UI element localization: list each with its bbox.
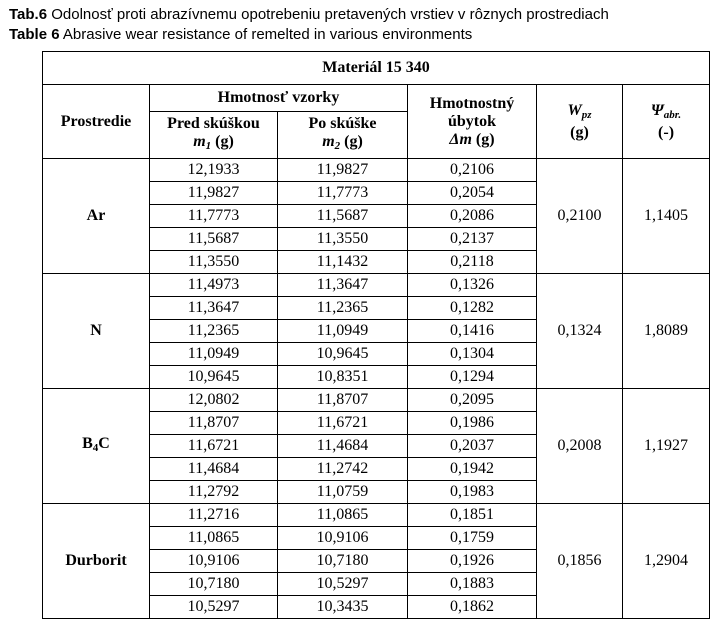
mass-before-header: [150, 112, 278, 159]
mass-after-unit: (g): [344, 133, 363, 150]
mass-before-symbol-main: m: [193, 133, 206, 150]
mass-after-cell: 10,7180: [278, 550, 408, 573]
table-row: [43, 274, 710, 297]
mass-after-cell: 11,1432: [278, 251, 408, 274]
caption-english-label: Table 6: [9, 26, 60, 43]
mass-loss-cell: 0,1942: [408, 458, 537, 481]
environment-header: Prostredie: [43, 85, 150, 159]
mass-before-cell: 11,6721: [150, 435, 278, 458]
psi-symbol-sub: abr.: [663, 108, 682, 121]
environment-cell: [43, 159, 150, 274]
psi-unit: (-): [658, 123, 675, 141]
mass-loss-cell: 0,1416: [408, 320, 537, 343]
mass-loss-cell: 0,2037: [408, 435, 537, 458]
mass-before-cell: 12,1933: [150, 159, 278, 182]
mass-loss-unit: (g): [475, 130, 495, 148]
wpz-cell: 0,1856: [537, 504, 623, 619]
mass-before-cell: 11,8707: [150, 412, 278, 435]
mass-loss-label-line1: Hmotnostný: [429, 94, 515, 112]
material-header: Materiál 15 340: [43, 52, 710, 85]
mass-after-symbol-sub: 2: [334, 140, 341, 152]
environment-name: N: [90, 322, 102, 339]
mass-before-cell: 11,7773: [150, 205, 278, 228]
wear-resistance-table: [42, 51, 710, 619]
mass-before-cell: 11,3550: [150, 251, 278, 274]
table-body: [43, 159, 710, 619]
wpz-header: [537, 85, 623, 159]
mass-after-cell: 11,5687: [278, 205, 408, 228]
mass-after-cell: 11,7773: [278, 182, 408, 205]
mass-loss-label-line2: úbytok: [447, 112, 497, 130]
wpz-cell: 0,2008: [537, 389, 623, 504]
psi-header: [623, 85, 710, 159]
mass-before-cell: 11,4973: [150, 274, 278, 297]
mass-after-header: [278, 112, 408, 159]
mass-after-symbol: [278, 133, 407, 155]
environment-name: Durborit: [65, 552, 127, 569]
wpz-cell: 0,2100: [537, 159, 623, 274]
sample-mass-header: Hmotnosť vzorky: [150, 85, 408, 112]
mass-after-cell: 11,3550: [278, 228, 408, 251]
mass-after-cell: 11,4684: [278, 435, 408, 458]
mass-before-cell: 11,5687: [150, 228, 278, 251]
mass-before-symbol-sub: 1: [205, 140, 212, 152]
mass-after-cell: 11,0759: [278, 481, 408, 504]
environment-name: B: [82, 435, 93, 452]
mass-loss-cell: 0,1759: [408, 527, 537, 550]
mass-loss-header: [408, 85, 537, 159]
mass-after-cell: 10,9645: [278, 343, 408, 366]
mass-after-cell: 11,9827: [278, 159, 408, 182]
wpz-symbol-main: W: [567, 101, 582, 119]
caption-english-text: Abrasive wear resistance of remelted in various environments: [62, 26, 473, 43]
psi-cell: 1,8089: [623, 274, 710, 389]
mass-before-cell: 11,0949: [150, 343, 278, 366]
mass-before-cell: 11,9827: [150, 182, 278, 205]
mass-loss-cell: 0,1282: [408, 297, 537, 320]
mass-before-cell: 11,2365: [150, 320, 278, 343]
mass-before-cell: 10,5297: [150, 596, 278, 619]
mass-after-cell: 10,5297: [278, 573, 408, 596]
table-row: [43, 389, 710, 412]
environment-name: Ar: [86, 207, 106, 224]
mass-loss-cell: 0,2054: [408, 182, 537, 205]
environment-name-subscript: 4: [92, 442, 99, 454]
table-row: [43, 159, 710, 182]
mass-loss-cell: 0,1326: [408, 274, 537, 297]
mass-after-cell: 11,2742: [278, 458, 408, 481]
caption-slovak: [9, 6, 609, 24]
mass-loss-cell: 0,2137: [408, 228, 537, 251]
mass-loss-cell: 0,1862: [408, 596, 537, 619]
mass-after-cell: 11,3647: [278, 274, 408, 297]
mass-before-label: Pred skúškou: [167, 115, 260, 132]
mass-before-cell: 10,7180: [150, 573, 278, 596]
environment-cell: [43, 389, 150, 504]
mass-loss-symbol: Δm: [449, 130, 472, 148]
mass-loss-cell: 0,1986: [408, 412, 537, 435]
mass-loss-cell: 0,1294: [408, 366, 537, 389]
caption-slovak-text: Odolnosť proti abrazívnemu opotrebeniu pretavených vrstiev v rôznych prostrediach: [51, 6, 609, 23]
mass-after-cell: 11,0949: [278, 320, 408, 343]
caption-slovak-label: Tab.6: [9, 6, 48, 23]
psi-cell: 1,2904: [623, 504, 710, 619]
mass-after-cell: 11,8707: [278, 389, 408, 412]
wpz-unit: (g): [570, 123, 589, 141]
mass-before-cell: 10,9645: [150, 366, 278, 389]
mass-after-label: Po skúške: [308, 115, 377, 132]
mass-before-cell: 11,4684: [150, 458, 278, 481]
mass-before-symbol: [150, 133, 277, 155]
mass-loss-cell: 0,1983: [408, 481, 537, 504]
mass-loss-cell: 0,2106: [408, 159, 537, 182]
mass-before-cell: 11,3647: [150, 297, 278, 320]
mass-after-cell: 10,3435: [278, 596, 408, 619]
mass-before-cell: 10,9106: [150, 550, 278, 573]
environment-cell: [43, 274, 150, 389]
mass-before-cell: 12,0802: [150, 389, 278, 412]
mass-before-cell: 11,2716: [150, 504, 278, 527]
mass-loss-cell: 0,1304: [408, 343, 537, 366]
mass-loss-cell: 0,1926: [408, 550, 537, 573]
psi-symbol: [623, 102, 709, 124]
mass-loss-cell: 0,1883: [408, 573, 537, 596]
mass-before-unit: (g): [215, 133, 234, 150]
psi-cell: 1,1927: [623, 389, 710, 504]
mass-loss-cell: 0,2086: [408, 205, 537, 228]
mass-after-cell: 10,8351: [278, 366, 408, 389]
table-row: [43, 504, 710, 527]
mass-loss-cell: 0,2118: [408, 251, 537, 274]
mass-after-cell: 11,2365: [278, 297, 408, 320]
mass-before-cell: 11,2792: [150, 481, 278, 504]
mass-after-cell: 10,9106: [278, 527, 408, 550]
psi-symbol-main: Ψ: [650, 101, 664, 119]
mass-loss-cell: 0,1851: [408, 504, 537, 527]
mass-after-cell: 11,0865: [278, 504, 408, 527]
mass-after-cell: 11,6721: [278, 412, 408, 435]
wpz-symbol-sub: pz: [581, 108, 592, 121]
wpz-symbol: [537, 102, 622, 124]
caption-english: [9, 26, 472, 44]
environment-name-suffix: C: [98, 435, 110, 452]
psi-cell: 1,1405: [623, 159, 710, 274]
mass-loss-cell: 0,2095: [408, 389, 537, 412]
mass-loss-symbol-line: [408, 131, 536, 149]
wpz-cell: 0,1324: [537, 274, 623, 389]
mass-after-symbol-main: m: [322, 133, 335, 150]
mass-before-cell: 11,0865: [150, 527, 278, 550]
environment-cell: [43, 504, 150, 619]
